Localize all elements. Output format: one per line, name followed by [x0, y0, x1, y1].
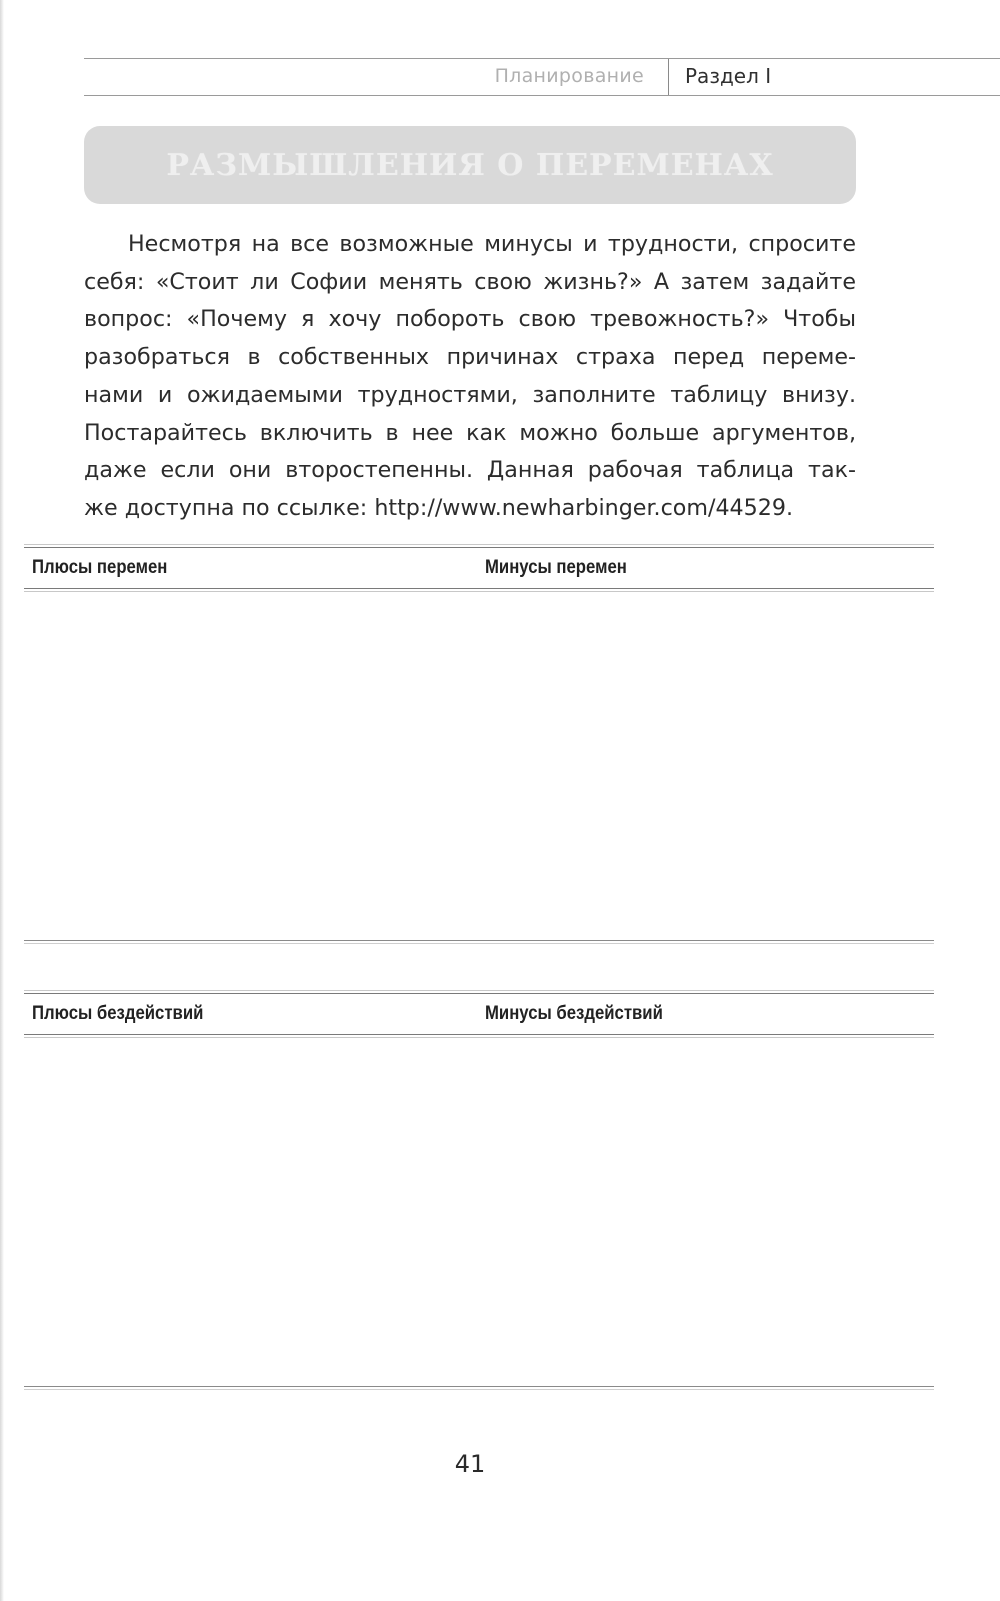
page-title: РАЗМЫШЛЕНИЯ О ПЕРЕМЕНАХ [166, 147, 774, 183]
body-line: себя: «Стоит ли Софии менять свою жизнь?» А затем задайте [84, 268, 856, 295]
pros-of-inaction-label: Плюсы бездействий [32, 1003, 204, 1024]
body-line: Несмотря на все возможные минусы и трудности, спросите [128, 231, 856, 257]
worksheet-inaction-header [24, 993, 934, 1035]
page-edge [0, 0, 4, 1601]
running-header-section: Планирование [494, 65, 644, 87]
worksheet-change-bottom-rule [24, 940, 934, 941]
worksheet-inaction-answer-area[interactable] [24, 1035, 934, 1387]
running-header-divider [668, 59, 669, 95]
body-line: нами и ожидаемыми трудностями, заполните таблицу внизу. [84, 381, 856, 408]
running-header [84, 58, 1000, 96]
body-line: даже если они второстепенны. Данная рабочая таблица так- [84, 457, 856, 484]
worksheet-change-header [24, 547, 934, 589]
body-line: же доступна по ссылке: http://www.newharbinger.com/44529. [84, 494, 794, 521]
body-line: Постарайтесь включить в нее как можно больше аргументов, [84, 419, 856, 446]
worksheet-change-answer-area[interactable] [24, 589, 934, 941]
cons-of-inaction-label: Минусы бездействий [485, 1003, 663, 1024]
worksheet-inaction-bottom-rule [24, 1386, 934, 1387]
body-line: вопрос: «Почему я хочу побороть свою тревожность?» Чтобы [84, 306, 856, 333]
title-banner [84, 126, 856, 204]
body-line: разобраться в собственных причинах страха перед переме- [84, 344, 856, 371]
body-paragraph [84, 226, 856, 528]
pros-of-change-label: Плюсы перемен [32, 557, 168, 578]
worksheet-inaction [24, 993, 934, 1387]
worksheet-change [24, 547, 934, 941]
cons-of-change-label: Минусы перемен [485, 557, 627, 578]
running-header-part: Раздел I [685, 64, 772, 88]
page-number: 41 [454, 1450, 486, 1478]
